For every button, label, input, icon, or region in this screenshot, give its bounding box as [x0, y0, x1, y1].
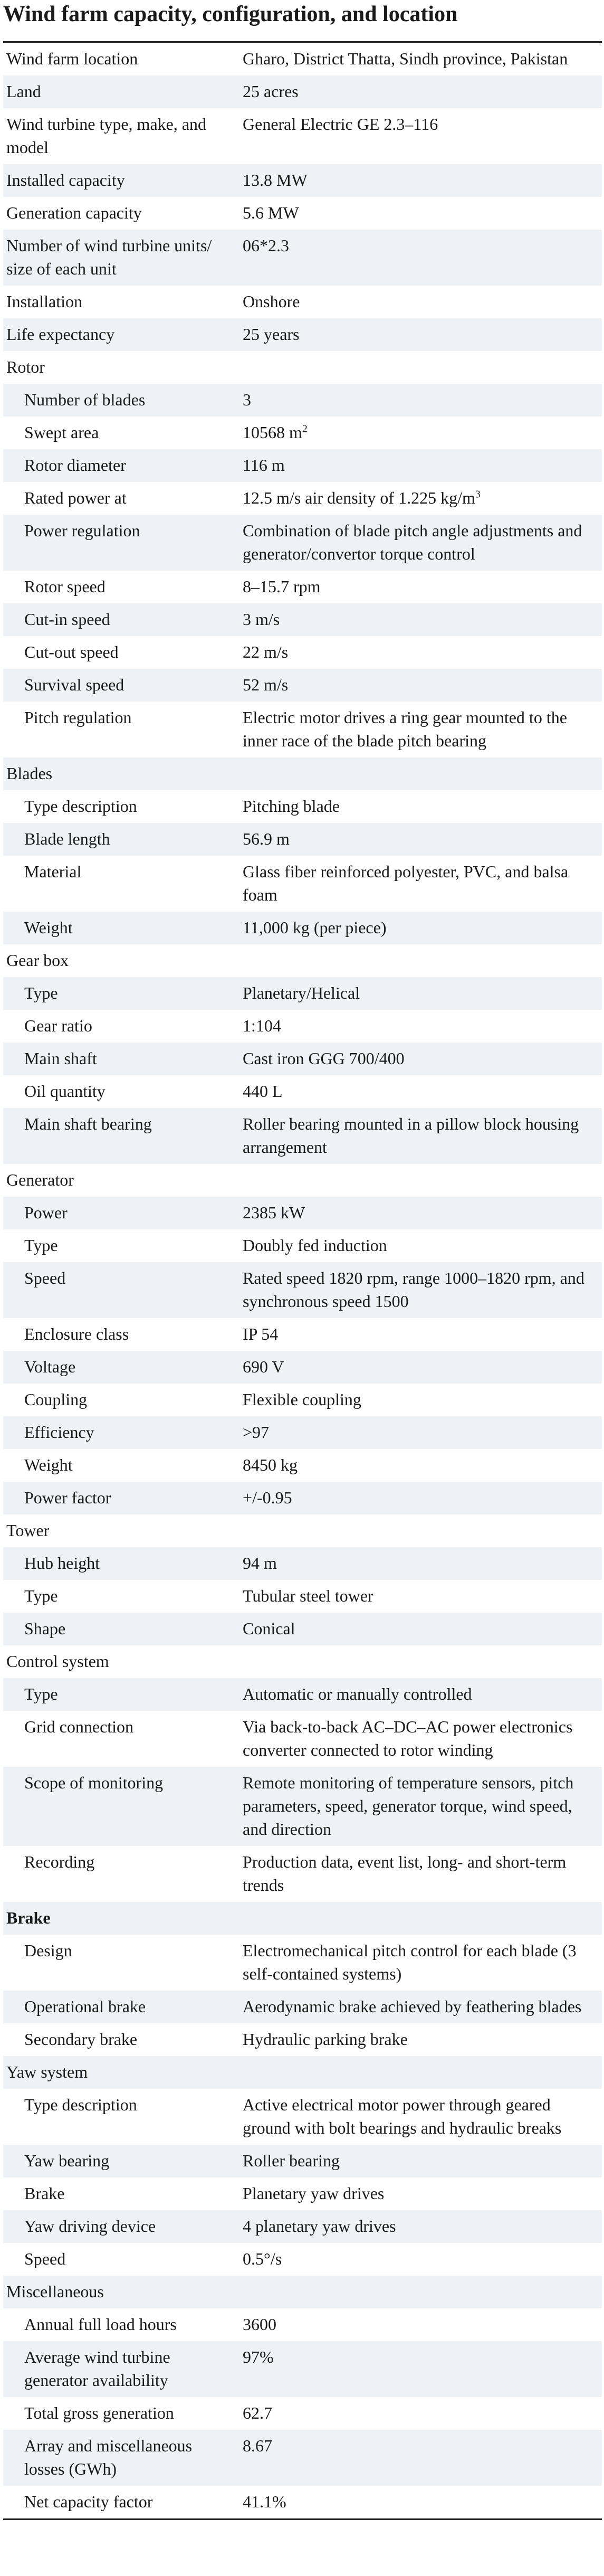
row-value: [239, 1613, 602, 1645]
row-value: [239, 944, 602, 977]
unit-superscript: 3: [475, 488, 481, 500]
row-value-text: 22 m/s: [243, 642, 289, 662]
table-row: [3, 2210, 602, 2243]
row-value-text: Doubly fed induction: [243, 1236, 387, 1255]
row-value-text: 8450 kg: [243, 1455, 298, 1475]
row-value: [239, 1384, 602, 1416]
table-row: [3, 1416, 602, 1449]
row-value: [239, 1229, 602, 1262]
table-row: [3, 1043, 602, 1075]
row-value-text: Glass fiber reinforced polyester, PVC, and balsa foam: [243, 862, 569, 905]
row-value: [239, 823, 602, 856]
row-value: [239, 1010, 602, 1043]
row-value-text: 690 V: [243, 1357, 284, 1377]
table-row: [3, 669, 602, 702]
row-value: [239, 2430, 602, 2486]
spec-table: [3, 41, 602, 2520]
row-label: Cut-in speed: [3, 603, 239, 636]
row-label: Yaw system: [3, 2056, 239, 2089]
table-row: [3, 1075, 602, 1108]
row-value-text: 13.8 MW: [243, 171, 308, 190]
row-value: [239, 286, 602, 318]
row-value-text: 3 m/s: [243, 610, 280, 629]
table-row: [3, 351, 602, 384]
table-row: [3, 1678, 602, 1711]
table-row: [3, 1108, 602, 1164]
row-label: Average wind turbine generator availability: [3, 2341, 239, 2397]
row-value: [239, 603, 602, 636]
row-value: [239, 1482, 602, 1514]
row-value: [239, 1935, 602, 1991]
table-row: [3, 1229, 602, 1262]
row-value: [239, 912, 602, 944]
row-value: [239, 1991, 602, 2023]
table-row: [3, 1010, 602, 1043]
row-value: [239, 1547, 602, 1580]
row-value: [239, 1449, 602, 1482]
table-row: [3, 1547, 602, 1580]
row-value-text: 4 planetary yaw drives: [243, 2217, 396, 2236]
row-value-text: Tubular steel tower: [243, 1586, 373, 1606]
row-value: [239, 2486, 602, 2520]
row-label: Life expectancy: [3, 318, 239, 351]
row-label: Land: [3, 75, 239, 108]
row-label: Oil quantity: [3, 1075, 239, 1108]
table-row: [3, 977, 602, 1010]
row-value: [239, 2023, 602, 2056]
row-label: Survival speed: [3, 669, 239, 702]
row-label: Rotor: [3, 351, 239, 384]
table-row: [3, 912, 602, 944]
row-value-text: Roller bearing: [243, 2151, 340, 2171]
row-value: [239, 2397, 602, 2430]
row-value-text: 97%: [243, 2347, 274, 2367]
row-label: Installation: [3, 286, 239, 318]
row-value: [239, 856, 602, 912]
row-label: Efficiency: [3, 1416, 239, 1449]
table-row: [3, 1991, 602, 2023]
row-label: Design: [3, 1935, 239, 1991]
row-label: Generator: [3, 1164, 239, 1197]
row-label: Tower: [3, 1514, 239, 1547]
row-label: Type: [3, 1229, 239, 1262]
row-label: Main shaft bearing: [3, 1108, 239, 1164]
row-value-text: Hydraulic parking brake: [243, 2030, 408, 2049]
row-label: Number of wind turbine units/ size of each unit: [3, 230, 239, 286]
row-label: Scope of monitoring: [3, 1767, 239, 1846]
row-label: Type: [3, 1678, 239, 1711]
row-label: Weight: [3, 1449, 239, 1482]
row-label: Miscellaneous: [3, 2276, 239, 2308]
table-row: [3, 1197, 602, 1229]
row-value: [239, 1514, 602, 1547]
table-row: [3, 1846, 602, 1902]
row-value-text: 94 m: [243, 1554, 277, 1573]
row-value-text: Aerodynamic brake achieved by feathering blades: [243, 1997, 582, 2016]
table-row: [3, 164, 602, 197]
table-row: [3, 1482, 602, 1514]
table-row: [3, 823, 602, 856]
table-row: [3, 636, 602, 669]
table-row: [3, 482, 602, 515]
table-row: [3, 944, 602, 977]
row-value: [239, 1580, 602, 1613]
table-row: [3, 75, 602, 108]
table-row: [3, 856, 602, 912]
row-value: [239, 1164, 602, 1197]
row-value: [239, 2276, 602, 2308]
row-value-text: Combination of blade pitch angle adjustments and generator/convertor torque control: [243, 521, 582, 564]
row-value-text: Rated speed 1820 rpm, range 1000–1820 rpm, and synchronous speed 1500: [243, 1268, 584, 1311]
row-value: [239, 2177, 602, 2210]
row-label: Wind turbine type, make, and model: [3, 108, 239, 164]
row-value-text: 440 L: [243, 1082, 283, 1101]
table-row: [3, 1580, 602, 1613]
table-row: [3, 2089, 602, 2145]
table-row: [3, 416, 602, 449]
row-value: [239, 2145, 602, 2177]
row-value: [239, 669, 602, 702]
row-value-text: Via back-to-back AC–DC–AC power electronics converter connected to rotor winding: [243, 1717, 573, 1760]
row-label: Type: [3, 977, 239, 1010]
table-row: [3, 571, 602, 603]
row-value-text: 52 m/s: [243, 675, 289, 695]
row-value: [239, 2308, 602, 2341]
table-row: [3, 1449, 602, 1482]
row-label: Gear ratio: [3, 1010, 239, 1043]
row-value-text: Conical: [243, 1619, 295, 1639]
row-value: [239, 1416, 602, 1449]
row-value: [239, 1711, 602, 1767]
row-value: [239, 2089, 602, 2145]
row-label: Operational brake: [3, 1991, 239, 2023]
table-row: [3, 449, 602, 482]
table-row: [3, 1514, 602, 1547]
row-label: Installed capacity: [3, 164, 239, 197]
row-value-text: 5.6 MW: [243, 203, 299, 223]
table-row: [3, 108, 602, 164]
row-label: Gear box: [3, 944, 239, 977]
row-label: Type: [3, 1580, 239, 1613]
table-row: [3, 230, 602, 286]
row-value: [239, 636, 602, 669]
table-row: [3, 1351, 602, 1384]
row-label: Yaw driving device: [3, 2210, 239, 2243]
row-value-text: Electric motor drives a ring gear mounted to the inner race of the blade pitch bearing: [243, 708, 567, 751]
table-row: [3, 1711, 602, 1767]
row-label: Annual full load hours: [3, 2308, 239, 2341]
row-value: [239, 702, 602, 757]
row-label: Type description: [3, 2089, 239, 2145]
row-value: [239, 977, 602, 1010]
row-value: [239, 1043, 602, 1075]
row-label: Yaw bearing: [3, 2145, 239, 2177]
row-value: [239, 1075, 602, 1108]
row-value: [239, 318, 602, 351]
row-label: Recording: [3, 1846, 239, 1902]
unit-superscript: 2: [302, 423, 308, 435]
row-value: [239, 2210, 602, 2243]
table-row: [3, 2056, 602, 2089]
table-row: [3, 1318, 602, 1351]
row-value-text: Planetary/Helical: [243, 983, 360, 1003]
row-value: [239, 108, 602, 164]
row-value: [239, 1262, 602, 1318]
table-row: [3, 2276, 602, 2308]
row-value-text: Roller bearing mounted in a pillow block housing arrangement: [243, 1114, 579, 1157]
row-value-text: Automatic or manually controlled: [243, 1684, 472, 1704]
table-row: [3, 2486, 602, 2520]
row-value: [239, 757, 602, 790]
row-value-text: Planetary yaw drives: [243, 2184, 385, 2203]
row-label: Power factor: [3, 1482, 239, 1514]
row-value: [239, 515, 602, 571]
row-value: [239, 75, 602, 108]
row-value-text: 3: [243, 390, 251, 410]
row-value-text: Pitching blade: [243, 797, 340, 816]
table-row: [3, 1384, 602, 1416]
row-value: [239, 1846, 602, 1902]
table-row: [3, 1164, 602, 1197]
row-label: Rotor speed: [3, 571, 239, 603]
row-label: Pitch regulation: [3, 702, 239, 757]
row-value-text: 11,000 kg (per piece): [243, 918, 387, 937]
table-row: [3, 2243, 602, 2276]
row-label: Grid connection: [3, 1711, 239, 1767]
row-label: Speed: [3, 1262, 239, 1318]
row-value: [239, 1645, 602, 1678]
row-label: Secondary brake: [3, 2023, 239, 2056]
row-value: [239, 571, 602, 603]
row-value: [239, 482, 602, 515]
table-row: [3, 515, 602, 571]
table-row: [3, 2023, 602, 2056]
row-label: Shape: [3, 1613, 239, 1645]
row-label: Total gross generation: [3, 2397, 239, 2430]
row-value: [239, 2243, 602, 2276]
row-value-text: IP 54: [243, 1324, 279, 1344]
table-row: [3, 702, 602, 757]
row-value-text: Onshore: [243, 292, 300, 311]
row-value: [239, 416, 602, 449]
row-value: [239, 351, 602, 384]
row-value: [239, 790, 602, 823]
row-label: Hub height: [3, 1547, 239, 1580]
table-row: [3, 757, 602, 790]
table-row: [3, 318, 602, 351]
row-value-text: 116 m: [243, 456, 285, 475]
row-value-text: 62.7: [243, 2403, 272, 2423]
row-value-text: Gharo, District Thatta, Sindh province, Pakistan: [243, 49, 568, 69]
row-value-text: 25 acres: [243, 82, 299, 101]
spec-table-body: [3, 42, 602, 2520]
row-value-text: Electromechanical pitch control for each blade (3 self-contained systems): [243, 1941, 577, 1984]
row-value: [239, 449, 602, 482]
row-label: Power: [3, 1197, 239, 1229]
table-row: [3, 790, 602, 823]
row-label: Rated power at: [3, 482, 239, 515]
row-value: [239, 164, 602, 197]
table-title: Wind farm capacity, configuration, and location: [3, 2, 458, 26]
row-value: [239, 1767, 602, 1846]
table-row: [3, 384, 602, 416]
row-label: Brake: [3, 2177, 239, 2210]
row-label: Swept area: [3, 416, 239, 449]
table-row: [3, 1645, 602, 1678]
row-value-text: Active electrical motor power through geared ground with bolt bearings and hydraulic breaks: [243, 2095, 562, 2138]
row-value-text: +/-0.95: [243, 1488, 292, 1508]
row-value: [239, 230, 602, 286]
row-label: Cut-out speed: [3, 636, 239, 669]
table-row: [3, 2430, 602, 2486]
row-value-text: 3600: [243, 2315, 276, 2334]
row-label: Voltage: [3, 1351, 239, 1384]
row-value: [239, 384, 602, 416]
table-row: [3, 197, 602, 230]
table-row: [3, 1767, 602, 1846]
row-value-text: 1:104: [243, 1016, 281, 1036]
table-row: [3, 1613, 602, 1645]
row-label: Array and miscellaneous losses (GWh): [3, 2430, 239, 2486]
row-label: Weight: [3, 912, 239, 944]
row-label: Brake: [3, 1902, 239, 1935]
row-value-text: 12.5 m/s air density of 1.225 kg/m: [243, 488, 475, 508]
table-row: [3, 2397, 602, 2430]
row-value-text: 2385 kW: [243, 1203, 305, 1223]
row-value: [239, 2056, 602, 2089]
row-label: Generation capacity: [3, 197, 239, 230]
row-label: Blades: [3, 757, 239, 790]
table-row: [3, 286, 602, 318]
row-value-text: General Electric GE 2.3–116: [243, 115, 438, 134]
table-row: [3, 42, 602, 76]
row-value-text: 8–15.7 rpm: [243, 577, 321, 596]
table-row: [3, 2145, 602, 2177]
row-value-text: 8.67: [243, 2436, 272, 2456]
row-value-text: Flexible coupling: [243, 1390, 361, 1409]
row-value: [239, 42, 602, 76]
row-value: [239, 1902, 602, 1935]
row-label: Type description: [3, 790, 239, 823]
row-value: [239, 1318, 602, 1351]
row-value-text: 0.5°/s: [243, 2249, 282, 2269]
table-row: [3, 1262, 602, 1318]
row-label: Main shaft: [3, 1043, 239, 1075]
row-value: [239, 1108, 602, 1164]
row-value: [239, 1351, 602, 1384]
row-label: Rotor diameter: [3, 449, 239, 482]
row-label: Wind farm location: [3, 42, 239, 76]
row-label: Material: [3, 856, 239, 912]
row-value-text: Production data, event list, long- and short-term trends: [243, 1852, 567, 1895]
row-label: Net capacity factor: [3, 2486, 239, 2520]
row-label: Blade length: [3, 823, 239, 856]
row-value: [239, 1197, 602, 1229]
row-value-text: Remote monitoring of temperature sensors, pitch parameters, speed, generator torque, wind speed, and direction: [243, 1773, 574, 1839]
row-label: Enclosure class: [3, 1318, 239, 1351]
row-value-text: 10568 m: [243, 423, 302, 442]
table-row: [3, 603, 602, 636]
table-row: [3, 1902, 602, 1935]
row-value-text: Cast iron GGG 700/400: [243, 1049, 405, 1068]
row-label: Coupling: [3, 1384, 239, 1416]
row-label: Speed: [3, 2243, 239, 2276]
row-value: [239, 1678, 602, 1711]
table-row: [3, 2177, 602, 2210]
row-value-text: >97: [243, 1423, 270, 1442]
row-label: Control system: [3, 1645, 239, 1678]
row-label: Number of blades: [3, 384, 239, 416]
row-value-text: 06*2.3: [243, 236, 289, 255]
row-value: [239, 2341, 602, 2397]
row-value-text: 41.1%: [243, 2492, 286, 2512]
row-label: Power regulation: [3, 515, 239, 571]
table-row: [3, 2341, 602, 2397]
table-row: [3, 1935, 602, 1991]
row-value-text: 25 years: [243, 325, 300, 344]
row-value-text: 56.9 m: [243, 829, 290, 849]
table-row: [3, 2308, 602, 2341]
row-value: [239, 197, 602, 230]
